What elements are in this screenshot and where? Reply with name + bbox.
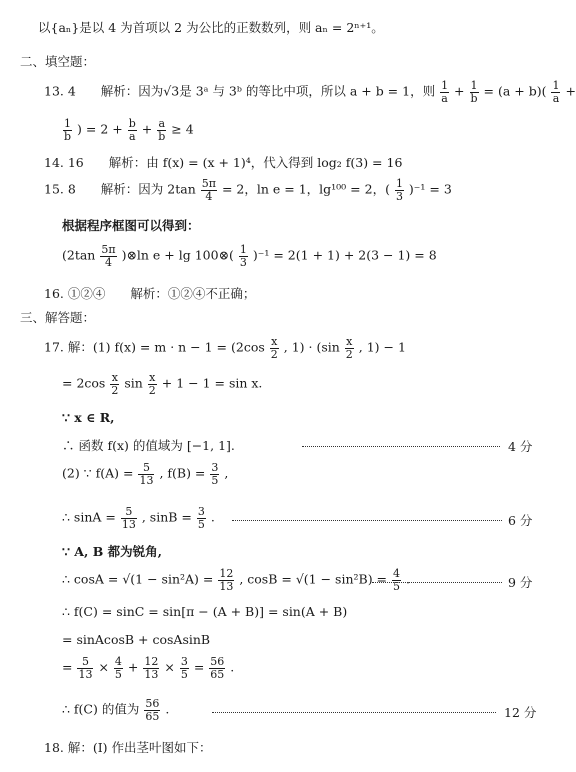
leader-dots <box>232 520 502 521</box>
score-12: 12 分 <box>504 705 537 720</box>
text: 17. 解：(1) f(x) = m · n − 1 = (2cos <box>44 339 265 355</box>
problem-17-line10: = sinAcosB + cosAsinB <box>62 632 211 647</box>
problem-13-line1 <box>44 80 576 104</box>
leader-dots <box>212 712 496 713</box>
problem-17-line6 <box>62 506 215 530</box>
op: + <box>565 83 576 99</box>
fraction: $\frac{4}{5}$ <box>393 567 401 593</box>
fraction: $\frac{b}{a}$ <box>128 117 136 143</box>
text: . <box>230 659 235 675</box>
text: 15. 8 解析：因为 2tan <box>44 181 196 197</box>
text: ∴ cosA = √(1 − sin²A) = <box>62 571 214 587</box>
text: = 2，ln e = 1，lg¹⁰⁰ = 2，( <box>221 181 390 197</box>
problem-16: 16. ①②④ 解析：①②④不正确； <box>44 286 256 301</box>
score-4: 4 分 <box>508 439 533 454</box>
section-fill-in-title: 二、填空题： <box>20 54 96 69</box>
op: ) = 2 + <box>77 121 123 137</box>
problem-17-line12 <box>62 698 169 722</box>
op: ≥ 4 <box>171 121 194 137</box>
fraction: $\frac{4}{5}$ <box>114 655 122 681</box>
score-9: 9 分 <box>508 575 533 590</box>
fraction: $\frac{1}{3}$ <box>395 177 403 203</box>
text: × <box>164 659 175 675</box>
section-answer-title: 三、解答题： <box>20 310 96 325</box>
text: (2) ∵ f(A) = <box>62 465 134 481</box>
intro-line: 以{aₙ}是以 4 为首项以 2 为公比的正数数列，则 aₙ = 2ⁿ⁺¹。 <box>38 20 384 35</box>
fraction: $\frac{5\pi}{4}$ <box>201 177 216 203</box>
text: + <box>127 659 139 675</box>
text: )⁻¹ = 3 <box>408 181 452 197</box>
fraction: $\frac{x}{2}$ <box>345 335 353 361</box>
problem-17-line2 <box>62 372 262 396</box>
fraction: $\frac{5\pi}{4}$ <box>101 243 116 269</box>
fraction: $\frac{1}{3}$ <box>239 243 247 269</box>
text: , <box>224 465 229 481</box>
text: , sinB = <box>141 509 192 525</box>
text: ∴ sinA = <box>62 509 116 525</box>
problem-15 <box>44 178 452 202</box>
text: (2tan <box>62 247 96 263</box>
fraction: $\frac{12}{13}$ <box>219 567 234 593</box>
fraction: $\frac{3}{5}$ <box>211 461 219 487</box>
fraction: $\frac{1}{a}$ <box>441 79 449 105</box>
text: ∴ f(C) 的值为 <box>62 701 140 717</box>
fraction: $\frac{5}{13}$ <box>139 461 154 487</box>
p13-text: 13. 4 解析：因为√3是 3ᵃ 与 3ᵇ 的等比中项，所以 a + b = 1，则 <box>44 83 436 99</box>
score-6: 6 分 <box>508 513 533 528</box>
fraction: $\frac{1}{b}$ <box>64 117 72 143</box>
leader-dots <box>372 582 502 583</box>
op: = (a + b)( <box>483 83 547 99</box>
text: = 2cos <box>62 375 106 391</box>
problem-17-line3: ∵ x ∈ R, <box>62 410 115 425</box>
problem-17-line7: ∵ A, B 都为锐角, <box>62 544 162 559</box>
text: . <box>406 571 410 587</box>
fraction: $\frac{12}{13}$ <box>144 655 159 681</box>
text: )⊗ln e + lg 100⊗( <box>121 247 234 263</box>
text: , 1) · (sin <box>283 339 340 355</box>
fraction: $\frac{3}{5}$ <box>180 655 188 681</box>
text: × <box>98 659 109 675</box>
fraction: $\frac{5}{13}$ <box>78 655 93 681</box>
fraction: $\frac{1}{b}$ <box>470 79 478 105</box>
fraction: $\frac{56}{65}$ <box>145 697 160 723</box>
text: )⁻¹ = 2(1 + 1) + 2(3 − 1) = 8 <box>252 247 437 263</box>
problem-17-line9: ∴ f(C) = sinC = sin[π − (A + B)] = sin(A + B) <box>62 604 348 619</box>
fraction: $\frac{x}{2}$ <box>270 335 278 361</box>
text: sin <box>124 375 143 391</box>
fraction: $\frac{3}{5}$ <box>197 505 205 531</box>
fraction: $\frac{x}{2}$ <box>148 371 156 397</box>
text: = <box>193 659 205 675</box>
op: + <box>454 83 465 99</box>
text: = <box>62 659 73 675</box>
text: . <box>210 509 215 525</box>
problem-15-expression <box>62 244 437 268</box>
problem-17-line1 <box>44 336 406 360</box>
fraction: $\frac{1}{a}$ <box>552 79 560 105</box>
fraction: $\frac{a}{b}$ <box>158 117 166 143</box>
problem-14: 14. 16 解析：由 f(x) = (x + 1)⁴，代入得到 log₂ f(3) = 16 <box>44 155 403 170</box>
text: + 1 − 1 = sin x. <box>161 375 263 391</box>
op: + <box>141 121 153 137</box>
p15-note: 根据程序框图可以得到： <box>62 218 200 233</box>
problem-17-line5 <box>62 462 228 486</box>
text: , 1) − 1 <box>358 339 406 355</box>
text: . <box>165 701 170 717</box>
text: , f(B) = <box>159 465 206 481</box>
text: , cosB = √(1 − sin²B) = <box>239 571 388 587</box>
problem-17-line4: ∴ 函数 f(x) 的值域为 [−1, 1]. <box>62 438 235 453</box>
leader-dots <box>302 446 500 447</box>
fraction: $\frac{56}{65}$ <box>210 655 225 681</box>
problem-18: 18. 解：(Ⅰ) 作出茎叶图如下： <box>44 740 212 755</box>
problem-17-line8 <box>62 568 410 592</box>
problem-17-line11 <box>62 656 234 680</box>
fraction: $\frac{5}{13}$ <box>121 505 136 531</box>
fraction: $\frac{x}{2}$ <box>111 371 119 397</box>
problem-13-line2 <box>62 118 194 142</box>
